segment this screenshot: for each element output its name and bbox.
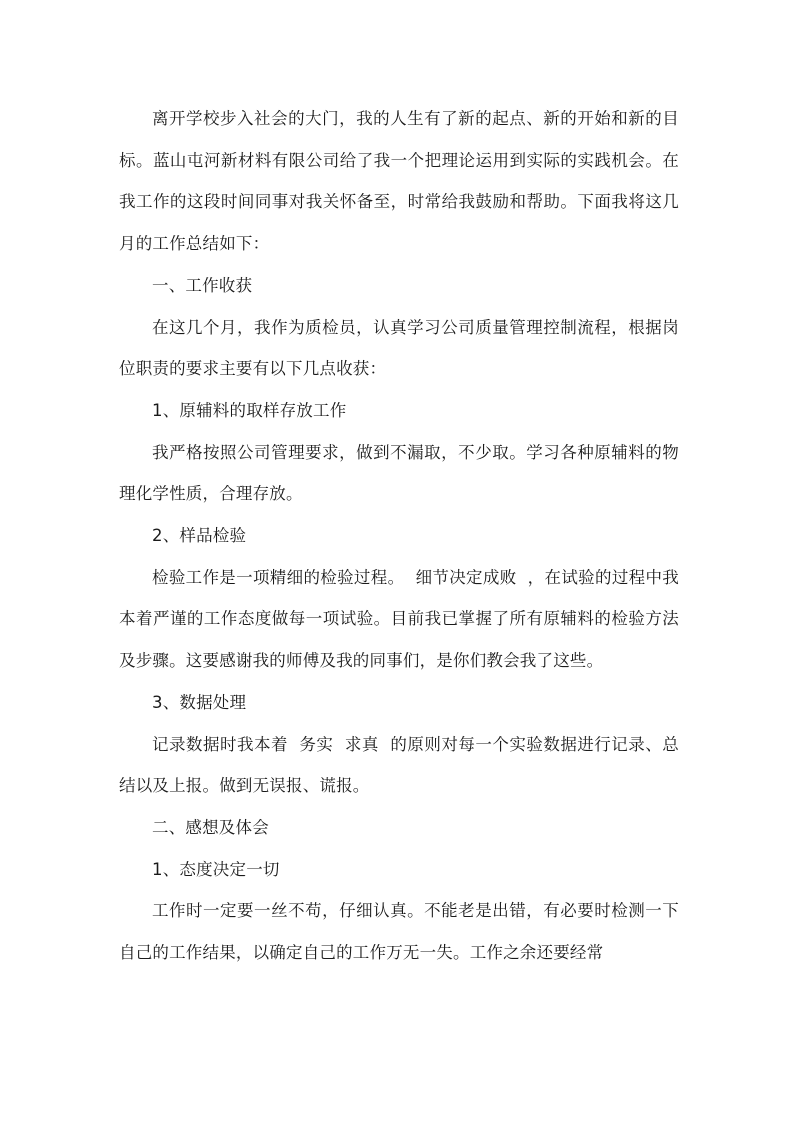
paragraph-sampling-storage: 我严格按照公司管理要求，做到不漏取，不少取。学习各种原辅料的物理化学性质，合理存放。 [119, 442, 679, 504]
subheading-sample-testing: 2、样品检验 [152, 526, 247, 546]
paragraph-sample-testing: 检验工作是一项精细的检验过程。 细节决定成败 ，在试验的过程中我本着严谨的工作态度做每一项试验。目前我已掌握了所有原辅料的检验方法及步骤。这要感谢我的师傅及我的同事们，是你们教会我了这些。 [119, 567, 679, 671]
heading-reflections: 二、感想及体会 [152, 817, 269, 837]
document-body [119, 98, 679, 974]
subheading-attitude: 1、态度决定一切 [152, 859, 280, 879]
paragraph-attitude: 工作时一定要一丝不苟，仔细认真。不能老是出错，有必要时检测一下自己的工作结果，以确定自己的工作万无一失。工作之余还要经常 [119, 901, 679, 963]
subheading-sampling-storage: 1、原辅料的取样存放工作 [152, 400, 347, 420]
heading-work-gains: 一、工作收获 [152, 275, 253, 295]
paragraph-intro: 离开学校步入社会的大门，我的人生有了新的起点、新的开始和新的目标。蓝山屯河新材料有限公司给了我一个把理论运用到实际的实践机会。在我工作的这段时间同事对我关怀备至，时常给我鼓励和帮助。下面我将这几月的工作总结如下： [119, 109, 679, 254]
paragraph-data-processing: 记录数据时我本着 务实 求真 的原则对每一个实验数据进行记录、总结以及上报。做到无误报、谎报。 [119, 734, 679, 796]
paragraph-gains-intro: 在这几个月，我作为质检员，认真学习公司质量管理控制流程，根据岗位职责的要求主要有以下几点收获： [119, 317, 679, 379]
subheading-data-processing: 3、数据处理 [152, 692, 247, 712]
